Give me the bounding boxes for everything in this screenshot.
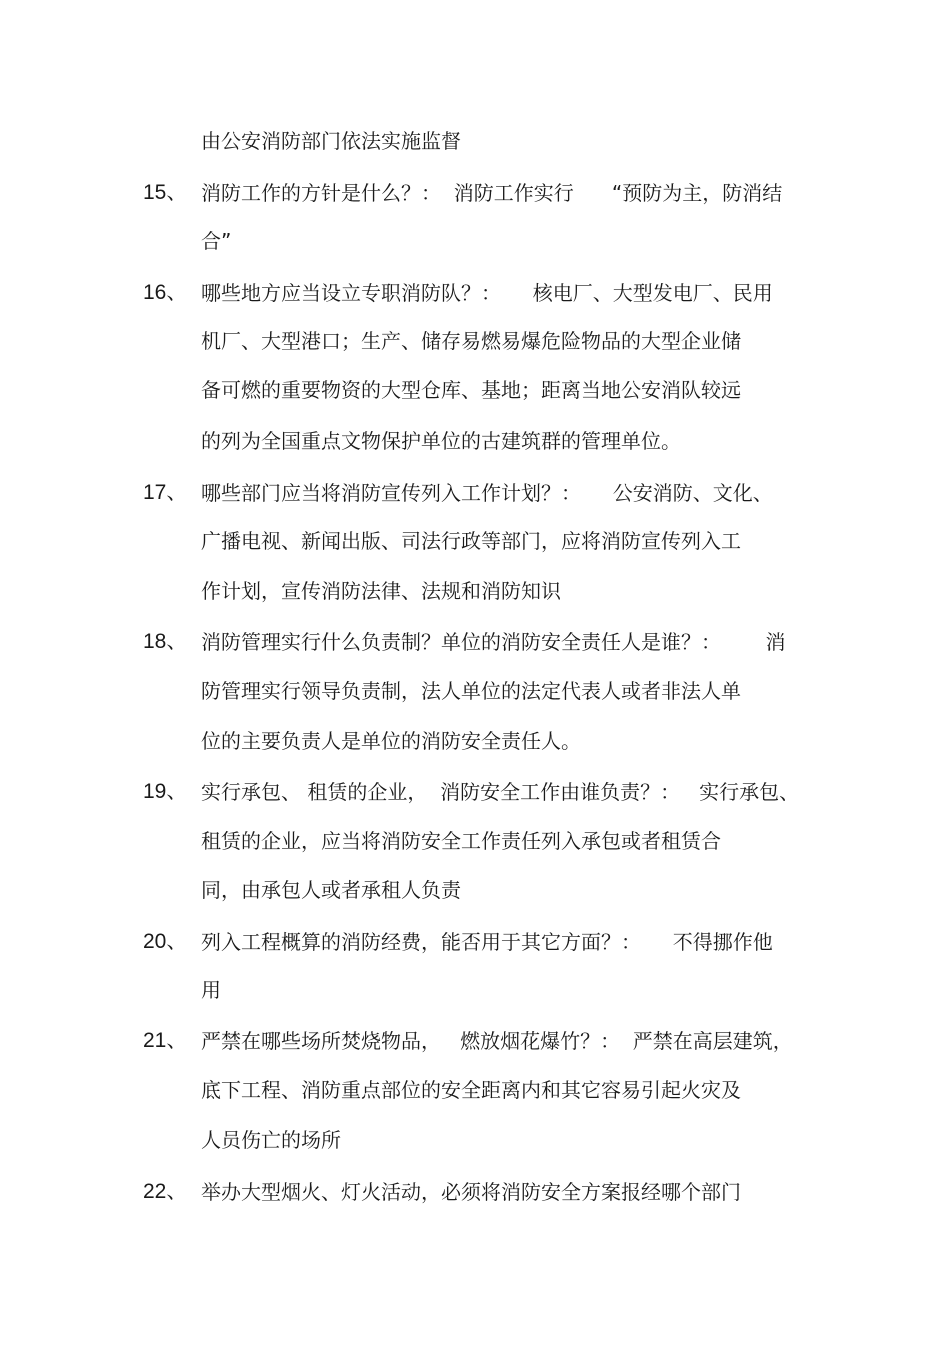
text-line: 租赁的企业，应当将消防安全工作责任列入承包或者租赁合 bbox=[201, 829, 721, 853]
text-line: 广播电视、新闻出版、司法行政等部门，应将消防宣传列入工 bbox=[201, 529, 741, 553]
text-line: 备可燃的重要物资的大型仓库、基地；距离当地公安消队较远 bbox=[201, 378, 741, 402]
text-line: 合” bbox=[201, 229, 232, 253]
text-line: 哪些部门应当将消防宣传列入工作计划？： 公安消防、文化、 bbox=[201, 481, 773, 505]
text-line: 举办大型烟火、灯火活动，必须将消防安全方案报经哪个部门 bbox=[201, 1180, 741, 1204]
text-line: 位的主要负责人是单位的消防安全责任人。 bbox=[201, 729, 581, 753]
text-line: 底下工程、消防重点部位的安全距离内和其它容易引起火灾及 bbox=[201, 1078, 741, 1102]
item-number: 22、 bbox=[143, 1180, 188, 1203]
item-number: 15、 bbox=[143, 181, 188, 204]
text-line: 严禁在哪些场所焚烧物品， 燃放烟花爆竹？： 严禁在高层建筑， bbox=[201, 1029, 793, 1053]
text-line: 人员伤亡的场所 bbox=[201, 1128, 341, 1152]
text-line: 实行承包、 租赁的企业， 消防安全工作由谁负责？： 实行承包、 bbox=[201, 780, 800, 804]
text-line: 同，由承包人或者承租人负责 bbox=[201, 878, 461, 902]
item-number: 20、 bbox=[143, 930, 188, 953]
item-number: 17、 bbox=[143, 481, 188, 504]
text-line: 哪些地方应当设立专职消防队？： 核电厂、大型发电厂、民用 bbox=[201, 281, 773, 305]
text-line: 的列为全国重点文物保护单位的古建筑群的管理单位。 bbox=[201, 429, 681, 453]
text-line: 防管理实行领导负责制，法人单位的法定代表人或者非法人单 bbox=[201, 679, 741, 703]
text-line: 机厂、大型港口；生产、储存易燃易爆危险物品的大型企业储 bbox=[201, 329, 741, 353]
text-line: 消防管理实行什么负责制？单位的消防安全责任人是谁？： 消 bbox=[201, 630, 786, 654]
item-number: 19、 bbox=[143, 780, 188, 803]
text-line: 作计划，宣传消防法律、法规和消防知识 bbox=[201, 579, 561, 603]
text-line: 由公安消防部门依法实施监督 bbox=[201, 129, 461, 153]
item-number: 16、 bbox=[143, 281, 188, 304]
text-line: 列入工程概算的消防经费，能否用于其它方面？： 不得挪作他 bbox=[201, 930, 773, 954]
item-number: 18、 bbox=[143, 630, 188, 653]
text-line: 消防工作的方针是什么？： 消防工作实行 “预防为主，防消结 bbox=[201, 181, 783, 205]
item-number: 21、 bbox=[143, 1029, 188, 1052]
text-line: 用 bbox=[201, 978, 221, 1002]
